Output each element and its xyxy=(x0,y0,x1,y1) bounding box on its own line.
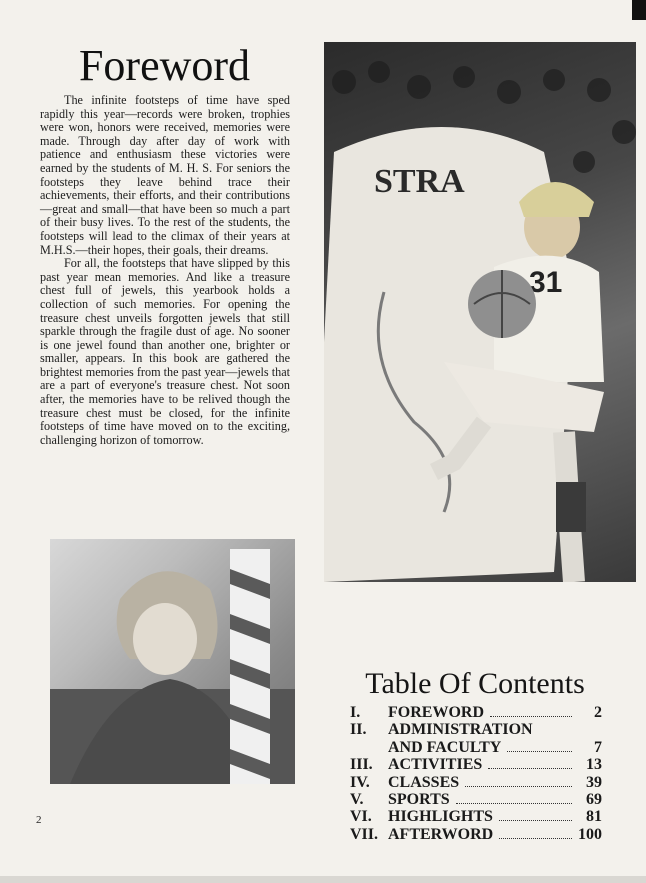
toc-entry-afterword[interactable] xyxy=(350,826,602,843)
toc-entry-administration-cont[interactable] xyxy=(350,739,602,756)
toc-number: VI. xyxy=(350,808,372,826)
toc-label: AND FACULTY xyxy=(388,738,502,756)
toc-leader xyxy=(507,751,572,752)
toc-number: II. xyxy=(350,721,367,739)
toc-title: Table Of Contents xyxy=(365,667,585,700)
toc-label: ACTIVITIES xyxy=(388,756,483,774)
toc-page: 100 xyxy=(578,825,602,843)
toc-number: I. xyxy=(350,704,361,721)
toc-label: AFTERWORD xyxy=(388,825,494,843)
toc-number: III. xyxy=(350,756,373,774)
toc-number: V. xyxy=(350,791,364,809)
foreword-paragraph: For all, the footsteps that have slipped by this past year mean memories. And like a treasure chest full of jewels, this yearbook holds a collection of such memories. For opening the treasure chest unveils forgotten jewels that still sparkle through the fragile dust of age. No sooner is one jewel found than another one, brighter or smaller, appears. In this book are gathered the brightest memories from the past year—jewels that are a part of everyone's treasure chest. Not soon after, the memories have to be relived though the treasure chest must be closed, for the infinite footsteps of time have moved on to the exciting, challenging horizon of tomorrow. xyxy=(40,256,290,447)
toc-entry-foreword[interactable] xyxy=(350,704,602,721)
toc-entry-highlights[interactable] xyxy=(350,808,602,825)
toc-leader xyxy=(488,768,572,769)
toc-page: 13 xyxy=(586,756,602,774)
toc-label: HIGHLIGHTS xyxy=(388,808,493,826)
toc-entry-sports[interactable] xyxy=(350,791,602,808)
toc-leader xyxy=(465,786,572,787)
striped-pole xyxy=(230,549,270,784)
toc-number: VII. xyxy=(350,825,379,843)
page-corner xyxy=(632,0,646,20)
toc-leader xyxy=(490,716,572,717)
toc-entry-activities[interactable] xyxy=(350,756,602,773)
foreword-paragraph: The infinite footsteps of time have sped rapidly this year—records were broken, trophies were won, honors were received, memories were made. Through day after day of work with patience and enthusiasm these victories were earned by the students of M. H. S. For seniors the footsteps they leave behind trace their achievements, their efforts, and their contributions—great and small—that have been so much a part of their busy lives. To the rest of the students, the footsteps will lead to the climax of their years at M.H.S.—their hopes, their goals, their dreams. xyxy=(40,93,290,257)
toc-leader xyxy=(456,803,572,804)
toc-number: IV. xyxy=(350,773,370,791)
page-title: Foreword xyxy=(78,41,251,90)
page-number: 2 xyxy=(36,814,42,826)
toc-page: 69 xyxy=(586,791,602,809)
jersey-number: 31 xyxy=(529,266,563,299)
toc-label: ADMINISTRATION xyxy=(388,721,533,739)
banner-text: STRA xyxy=(374,163,465,200)
toc-page: 39 xyxy=(586,773,602,791)
toc-leader xyxy=(499,820,572,821)
toc-entry-classes[interactable] xyxy=(350,774,602,791)
basketball-player-photo xyxy=(324,42,636,582)
toc-label: CLASSES xyxy=(388,773,460,791)
toc-page: 7 xyxy=(594,738,602,756)
toc-label: SPORTS xyxy=(388,791,450,809)
toc-leader xyxy=(499,838,572,839)
toc-entry-administration[interactable] xyxy=(350,721,602,738)
toc-page: 2 xyxy=(594,704,602,721)
toc-page: 81 xyxy=(586,808,602,826)
toc-label: FOREWORD xyxy=(388,704,484,721)
bottom-strip xyxy=(0,876,646,883)
foreword-text xyxy=(40,94,290,447)
table-of-contents xyxy=(350,704,602,843)
cheerleader-photo xyxy=(50,539,295,784)
